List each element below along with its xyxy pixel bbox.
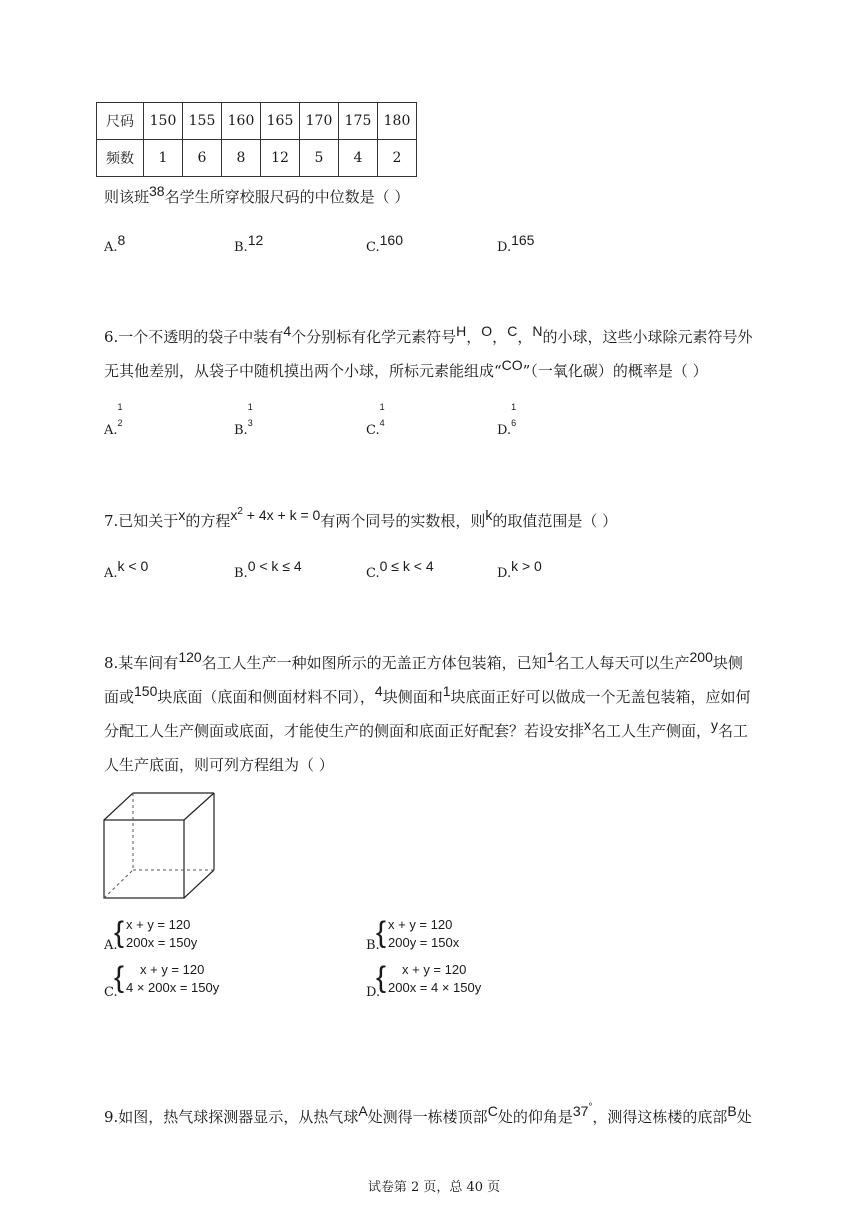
cube-front-face	[104, 820, 184, 898]
table-row	[97, 103, 417, 140]
equation-system	[126, 961, 219, 997]
symbol-c: C	[507, 323, 518, 339]
table-cell: 8	[222, 140, 261, 177]
var-k: k	[485, 507, 493, 523]
denominator: 2	[117, 418, 123, 428]
q5-option-a[interactable]	[104, 232, 126, 255]
var-y: y	[711, 717, 719, 733]
option-label: C.	[366, 566, 380, 581]
table-cell: 1	[144, 140, 183, 177]
numerator: 1	[379, 402, 385, 412]
denominator: 3	[247, 418, 253, 428]
fraction	[117, 402, 123, 428]
q7-text: 的取值范围是（ ）	[492, 512, 618, 530]
q6-option-c[interactable]	[366, 402, 385, 438]
equation-system	[126, 916, 197, 952]
option-label: D.	[497, 566, 512, 581]
q8-text: 块底面（底面和侧面材料不同），	[157, 688, 375, 706]
separator: ，	[517, 328, 533, 346]
q8-text: 名工人每天可以生产	[554, 654, 690, 672]
numerator: 1	[511, 402, 517, 412]
table-cell: 6	[183, 140, 222, 177]
equation-2: 200y = 150x	[388, 935, 460, 950]
table-cell: 150	[144, 103, 183, 140]
angle-value: 37	[572, 1103, 589, 1119]
option-label: D.	[497, 422, 512, 438]
cube-edge	[184, 870, 214, 898]
option-value: 160	[379, 232, 403, 248]
q7-option-c[interactable]	[366, 558, 434, 581]
option-label: A.	[104, 240, 118, 255]
q8-text: 块侧	[712, 654, 743, 672]
q7-option-d[interactable]	[497, 558, 542, 581]
q9-text: 处测得一栋楼顶部	[367, 1108, 488, 1126]
q8-stem-line3	[104, 717, 749, 741]
option-label: B.	[234, 240, 248, 255]
q6-stem-line2	[104, 357, 708, 381]
q8-option-c[interactable]	[104, 959, 284, 1005]
option-value: 0 < k ≤ 4	[247, 558, 302, 574]
equation-1: x + y = 120	[140, 962, 205, 977]
numerator: 1	[117, 402, 123, 412]
q8-number: 200	[689, 649, 713, 665]
eq-x: x	[230, 507, 238, 523]
open-box-cube-figure	[100, 790, 220, 902]
table-cell: 175	[339, 103, 378, 140]
q7-text: 7.已知关于	[104, 512, 179, 530]
equation-system	[388, 916, 459, 952]
q6-option-a[interactable]	[104, 402, 123, 438]
q8-number: 120	[178, 649, 202, 665]
table-cell: 160	[222, 103, 261, 140]
cube-edge	[104, 793, 133, 820]
q6-option-d[interactable]	[497, 402, 517, 438]
table-cell: 155	[183, 103, 222, 140]
q8-option-b[interactable]	[366, 914, 526, 960]
equation-system	[388, 961, 481, 997]
point-b: B	[727, 1103, 737, 1119]
q8-option-a[interactable]	[104, 914, 264, 960]
option-label: C.	[366, 240, 380, 255]
q8-option-d[interactable]	[366, 959, 546, 1005]
q9-text: 处的仰角是	[497, 1108, 573, 1126]
brace-icon: {	[376, 916, 387, 949]
option-label: A.	[104, 422, 118, 438]
q6-stem-line1	[104, 323, 753, 347]
q5-option-b[interactable]	[234, 232, 264, 255]
fraction	[379, 402, 385, 428]
q5-stem	[104, 183, 410, 207]
q7-text: 有两个同号的实数根，则	[320, 512, 486, 530]
option-label: C.	[366, 422, 380, 438]
option-label: D.	[497, 240, 512, 255]
table-cell: 170	[300, 103, 339, 140]
q8-text: 人生产底面，则可列方程组为（ ）	[104, 756, 334, 774]
q8-stem-line2	[104, 683, 751, 707]
brace-icon: {	[114, 961, 125, 994]
symbol-h: H	[456, 323, 467, 339]
q5-option-c[interactable]	[366, 232, 403, 255]
q6-text: ”（一氧化碳）的概率是（ ）	[522, 362, 708, 380]
q6-option-b[interactable]	[234, 402, 253, 438]
eq-exponent: 2	[237, 506, 243, 517]
option-label: B.	[234, 422, 248, 438]
q7-text: 的方程	[185, 512, 231, 530]
point-c: C	[487, 1103, 498, 1119]
q8-text: 名工	[718, 722, 749, 740]
equation-2: 200x = 4 × 150y	[388, 980, 482, 995]
symbol-o: O	[481, 323, 493, 339]
equation-2: 4 × 200x = 150y	[126, 980, 220, 995]
separator: ，	[466, 328, 482, 346]
option-value: 8	[117, 232, 126, 248]
table-cell: 4	[339, 140, 378, 177]
equation-1: x + y = 120	[126, 917, 191, 932]
var-x: x	[178, 507, 186, 523]
table-cell: 180	[378, 103, 417, 140]
q8-text: 名工人生产一种如图所示的无盖正方体包装箱，已知	[201, 654, 547, 672]
degree-symbol: °	[588, 1102, 593, 1113]
table-row	[97, 140, 417, 177]
option-label: C.	[104, 985, 118, 1000]
q7-option-a[interactable]	[104, 558, 149, 581]
q8-text: 名工人生产侧面，	[591, 722, 712, 740]
q9-stem	[104, 1102, 752, 1127]
fraction	[511, 402, 517, 428]
fraction	[247, 402, 253, 428]
option-value: 12	[247, 232, 264, 248]
equation	[230, 507, 320, 523]
q5-stem-text: 名学生所穿校服尺码的中位数是（ ）	[164, 188, 410, 206]
q8-text: 块底面正好可以做成一个无盖包装箱，应如何	[450, 688, 751, 706]
q9-text: 处	[736, 1108, 752, 1126]
q7-option-b[interactable]	[234, 558, 302, 581]
option-value: k < 0	[117, 558, 149, 574]
option-value: 165	[511, 232, 535, 248]
option-label: D.	[366, 985, 381, 1000]
denominator: 4	[379, 418, 385, 428]
q8-number: 1	[442, 683, 451, 699]
q5-number: 38	[149, 183, 165, 199]
table-cell: 5	[300, 140, 339, 177]
q6-text: 个分别标有化学元素符号	[291, 328, 457, 346]
q8-text: 分配工人生产侧面或底面，才能使生产的侧面和底面正好配套？若设安排	[104, 722, 585, 740]
table-cell: 12	[261, 140, 300, 177]
table-cell: 频数	[97, 140, 144, 177]
denominator: 6	[511, 418, 517, 428]
q6-text: 的小球，这些小球除元素符号外	[542, 328, 753, 346]
point-a: A	[358, 1103, 368, 1119]
table-cell: 165	[261, 103, 300, 140]
q8-text: 8.某车间有	[104, 654, 179, 672]
q8-text: 块侧面和	[382, 688, 443, 706]
q8-stem-line1	[104, 649, 743, 673]
q6-text: 6.一个不透明的袋子中装有	[104, 328, 284, 346]
q8-number: 4	[374, 683, 383, 699]
q8-text: 面或	[104, 688, 135, 706]
cube-edge	[184, 793, 214, 820]
symbol-n: N	[532, 323, 543, 339]
table-cell: 2	[378, 140, 417, 177]
separator: ，	[492, 328, 508, 346]
page-footer: 试卷第 2 页，总 40 页	[367, 1180, 501, 1195]
table-cell: 尺码	[97, 103, 144, 140]
q5-option-d[interactable]	[497, 232, 535, 255]
frequency-table	[96, 102, 417, 177]
option-value: k > 0	[511, 558, 542, 574]
q8-stem-line4	[104, 754, 334, 775]
option-label: A.	[104, 938, 118, 953]
numerator: 1	[247, 402, 253, 412]
q8-number: 150	[134, 683, 158, 699]
brace-icon: {	[376, 961, 387, 994]
q6-number: 4	[283, 323, 292, 339]
q9-text: ，测得这栋楼的底部	[592, 1108, 728, 1126]
equation-2: 200x = 150y	[126, 935, 198, 950]
option-label: A.	[104, 566, 118, 581]
var-x: x	[584, 717, 592, 733]
q6-text: 无其他差别，从袋子中随机摸出两个小球，所标元素能组成“	[104, 362, 502, 380]
brace-icon: {	[114, 916, 125, 949]
equation-1: x + y = 120	[388, 917, 453, 932]
equation-1: x + y = 120	[402, 962, 467, 977]
cube-hidden-edge	[104, 870, 133, 898]
symbol-co: CO	[501, 357, 523, 373]
q5-stem-text: 则该班	[104, 188, 150, 206]
q7-stem	[104, 506, 618, 531]
option-label: B.	[366, 938, 380, 953]
q9-text: 9.如图，热气球探测器显示，从热气球	[104, 1108, 359, 1126]
q8-number: 1	[546, 649, 555, 665]
option-value: 0 ≤ k < 4	[379, 558, 434, 574]
eq-rest: + 4x + k = 0	[242, 507, 321, 523]
option-label: B.	[234, 566, 248, 581]
